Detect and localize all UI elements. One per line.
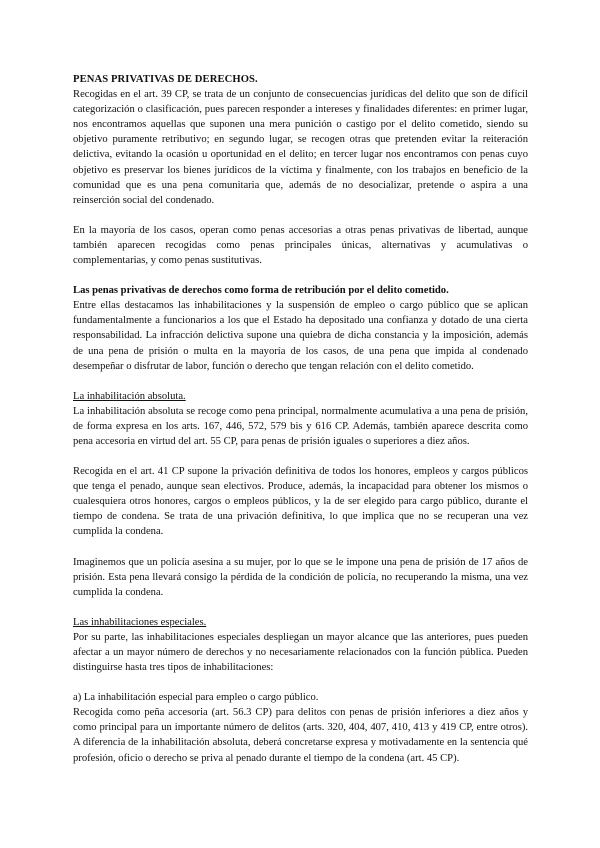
- section-2-heading: La inhabilitación absoluta.: [73, 390, 186, 402]
- section-3-paragraph-2: Recogida como peña accesoria (art. 56.3 CP) para delitos con penas de prisión inferiores a diez años y como principal para un importante número de delitos (arts. 320, 404, 407, 410, 413 y 419 CP, entre otros). A diferencia de la inhabilitación absoluta, deberá concretarse expresa y motivadamente en la sentencia qué profesión, oficio o derecho se priva al penado durante el tiempo de la condena (art. 45 CP).: [73, 707, 528, 764]
- intro-paragraph-1: Recogidas en el art. 39 CP, se trata de un conjunto de consecuencias jurídicas del delito que son de difícil categorización o clasificación, pues parecen responder a intereses y finalidades diferentes: en primer lugar, nos encontramos aquellas que suponen una mera punición o castigo por el delito cometido, siendo su objetivo puramente retributivo; en segundo lugar, se recogen otras que pretenden evitar la reiteración delictiva, evitando la ocasión u oportunidad en el delito; en tercer lugar nos encontramos con penas cuyo objetivo es preservar los bienes jurídicos de la víctima y finalmente, con los trabajos en beneficio de la comunidad que es una pena comunitaria que, además de no desocializar, pretende o aspira a una reinserción social del condenado.: [73, 89, 528, 206]
- section-2-paragraph-1: La inhabilitación absoluta se recoge como pena principal, normalmente acumulativa a una pena de prisión, de forma expresa en los arts. 167, 446, 572, 579 bis y 616 CP. Además, también aparece descrita como pena accesoria en virtud del art. 55 CP, para penas de prisión iguales o superiores a diez años.: [73, 405, 528, 447]
- section-1-heading: Las penas privativas de derechos como forma de retribución por el delito cometido.: [73, 285, 449, 297]
- section-2-paragraph-2: Recogida en el art. 41 CP supone la privación definitiva de todos los honores, empleos y cargos públicos que tenga el penado, aunque sean electivos. Produce, además, la incapacidad para obtener los mismos o cualesquiera otros honores, cargos o empleos públicos, y la de ser elegido para cargo público, durante el tiempo de condena. Se trata de una privación definitiva, lo que implica que no se recuperan una vez cumplida la condena.: [73, 466, 528, 538]
- section-2-paragraph-3: Imaginemos que un policía asesina a su mujer, por lo que se le impone una pena de prisión de 17 años de prisión. Esta pena llevará consigo la pérdida de la condición de policía, no recuperando la misma, una vez cumplida la condena.: [73, 556, 528, 598]
- section-1-paragraph: Entre ellas destacamos las inhabilitaciones y la suspensión de empleo o cargo público que se aplican fundamentalmente a funcionarios a los que el Estado ha depositado una confianza y dotado de una cierta responsabilidad. La infracción delictiva supone una quiebra de dicha constancia y la imposición, además de una pena de prisión o multa en la mayoría de los casos, de una pena que impida al condenado desempeñar o disfrutar de labor, función o derecho que tengan relación con el delito cometido.: [73, 300, 528, 372]
- intro-paragraph-2: En la mayoría de los casos, operan como penas accesorias a otras penas privativas de libertad, aunque también aparecen recogidas como penas principales únicas, alternativas y acumulativas o complementarias, y como penas sustitutivas.: [73, 224, 528, 267]
- section-3-heading: Las inhabilitaciones especiales.: [73, 616, 207, 628]
- section-3-subheading-a: a) La inhabilitación especial para empleo o cargo público.: [73, 692, 319, 704]
- document-title: PENAS PRIVATIVAS DE DERECHOS.: [73, 74, 258, 85]
- section-3-paragraph-1: Por su parte, las inhabilitaciones especiales despliegan un mayor alcance que las anteriores, pues pueden afectar a un mayor número de derechos y no necesariamente relacionados con la función pública. Pueden distinguirse hasta tres tipos de inhabilitaciones:: [73, 631, 528, 674]
